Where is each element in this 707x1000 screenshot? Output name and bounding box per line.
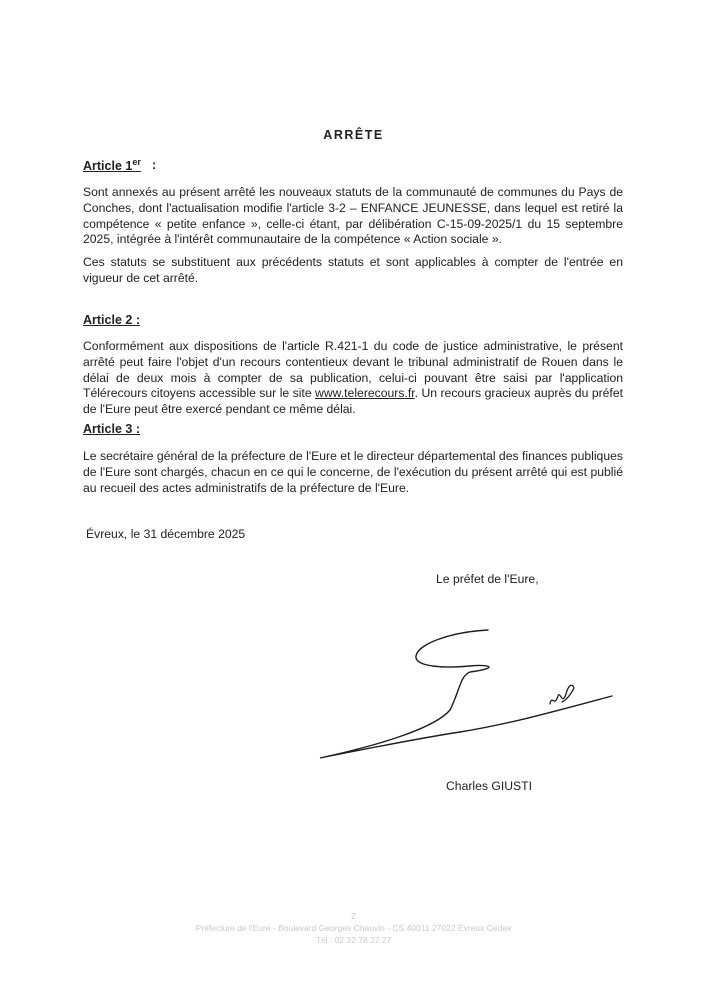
signer-title: Le préfet de l'Eure,: [436, 572, 539, 586]
article-2-text-before-link: Conformément aux dispositions de l'article R.421-1 du code de justice administrative, le présent arrêté peut faire l'objet d'un recours contentieux devant le tribunal administratif de Rouen dans le délai de deux mois à compter de sa publication, celui-ci pouvant être saisi par l'application Télérecours citoyens accessible sur le site: [83, 339, 623, 401]
article-3-heading-colon: :: [132, 422, 140, 436]
article-1-paragraph-2: Ces statuts se substituent aux précédents statuts et sont applicables à compter de l'entrée en vigueur de cet arrêté.: [83, 255, 623, 285]
document-title: ARRÊTE: [323, 128, 384, 142]
signature: [300, 610, 620, 773]
telerecours-link[interactable]: www.telerecours.fr: [315, 386, 415, 401]
article-2-paragraph: [83, 339, 623, 418]
article-1-heading-colon: :: [152, 158, 157, 172]
article-1-heading-sup: er: [132, 157, 141, 167]
article-2-heading-colon: :: [132, 313, 140, 327]
date-line: Évreux, le 31 décembre 2025: [86, 527, 246, 541]
article-1-heading-text: Article 1: [83, 159, 133, 174]
signer-name: Charles GIUSTI: [446, 779, 533, 793]
article-3-paragraph: Le secrétaire général de la préfecture de l'Eure et le directeur départemental des finances publiques de l'Eure sont chargés, chacun en ce qui le concerne, de l'exécution du présent arrêté qui est publié au recueil des actes administratifs de la préfecture de l'Eure.: [83, 449, 623, 495]
article-3-heading-text: Article 3: [83, 422, 133, 436]
article-2-text-after-link: . Un recours gracieux auprès du préfet de l'Eure peut être exercé pendant ce même délai.: [83, 386, 623, 417]
footer-page-number: 2: [351, 911, 356, 921]
article-3-heading: [83, 422, 140, 436]
article-1-heading: [83, 157, 141, 173]
article-1-paragraph-1: Sont annexés au présent arrêté les nouveaux statuts de la communauté de communes du Pays de Conches, dont l'actualisation modifie l'article 3-2 – ENFANCE JEUNESSE, dans lequel est retiré la compétence « petite enfance », celle-ci étant, par délibération C-15-09-2025/1 du 15 septembre 2025, intégrée à l'intérêt communautaire de la compétence « Action sociale ».: [83, 185, 623, 247]
article-2-heading-text: Article 2: [83, 313, 133, 327]
footer-phone: Tél : 02 32 78 27 27: [315, 935, 392, 945]
footer-address: Préfecture de l'Eure - Boulevard Georges Chauvin - CS 40011 27022 Évreux Cedex: [195, 923, 512, 933]
article-2-heading: [83, 313, 140, 327]
